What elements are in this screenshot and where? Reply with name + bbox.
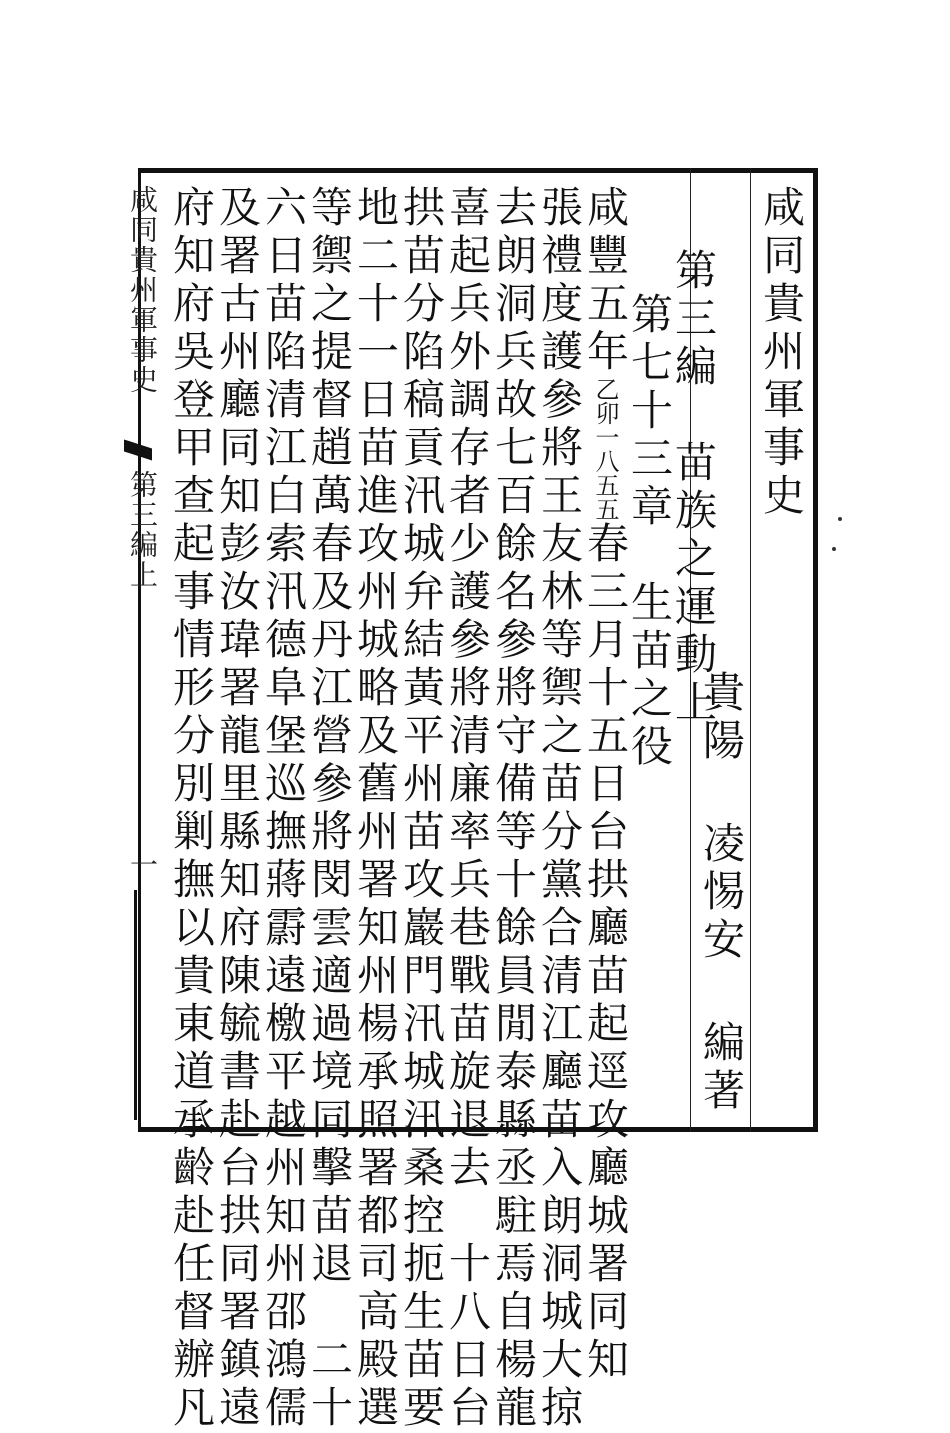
margin-page-number: 一 xyxy=(126,850,159,880)
book-title: 咸同貴州軍事史 xyxy=(757,185,806,521)
part-heading: 第三編 苗族之運動上 xyxy=(669,248,718,728)
text-column: 喜起兵外調存者少護參將清廉率兵巷戰苗旋退去 十八日台 xyxy=(443,185,492,1433)
column-rule xyxy=(750,168,751,1132)
text-column: 張禮度護參將王友林等禦之苗分黨合清江廳苗入朗洞城大掠 xyxy=(535,185,584,1433)
text-column: 府知府吳登甲查起事情形分別剿撫以貴東道承齡赴任督辦凡 xyxy=(167,185,216,1433)
text-column: 咸豐五年乙卯一八五五春三月十五日台拱廳苗起逕攻廳城署同知 xyxy=(581,185,630,1385)
text-column: 六日苗陷清江白索汛德阜堡巡撫蔣霨遠檄平越州知州邵鴻儒 xyxy=(259,185,308,1433)
fold-line xyxy=(134,890,157,1120)
speck xyxy=(838,517,842,521)
margin-book-title: 咸同貴州軍事史 xyxy=(126,185,159,395)
text-column: 去朗洞兵故七百餘名參將守備等十餘員閒泰縣丞駐焉自楊龍 xyxy=(489,185,538,1433)
author-line: 貴陽 凌惕安 編著 xyxy=(697,670,746,1116)
era-note: 乙卯一八五五 xyxy=(591,377,619,521)
text-column: 等禦之提督趙萬春及丹江營參將閔雲適過境同擊苗退 二十 xyxy=(305,185,354,1433)
text-column: 拱苗分陷稿貢汛城弁結黃平州苗攻巖門汛城汛桑控扼生苗要 xyxy=(397,185,446,1433)
text-column: 地二十一日苗進攻州城略及舊州署知州楊承照署都司高殿選 xyxy=(351,185,400,1433)
text-column: 及署古州廳同知彭汝瑋署龍里縣知府陳毓書赴台拱同署鎮遠 xyxy=(213,185,262,1433)
margin-section: 第三編上 xyxy=(126,470,159,590)
chapter-heading: 第七十三章 生苗之役 xyxy=(625,292,674,772)
speck xyxy=(832,547,836,551)
